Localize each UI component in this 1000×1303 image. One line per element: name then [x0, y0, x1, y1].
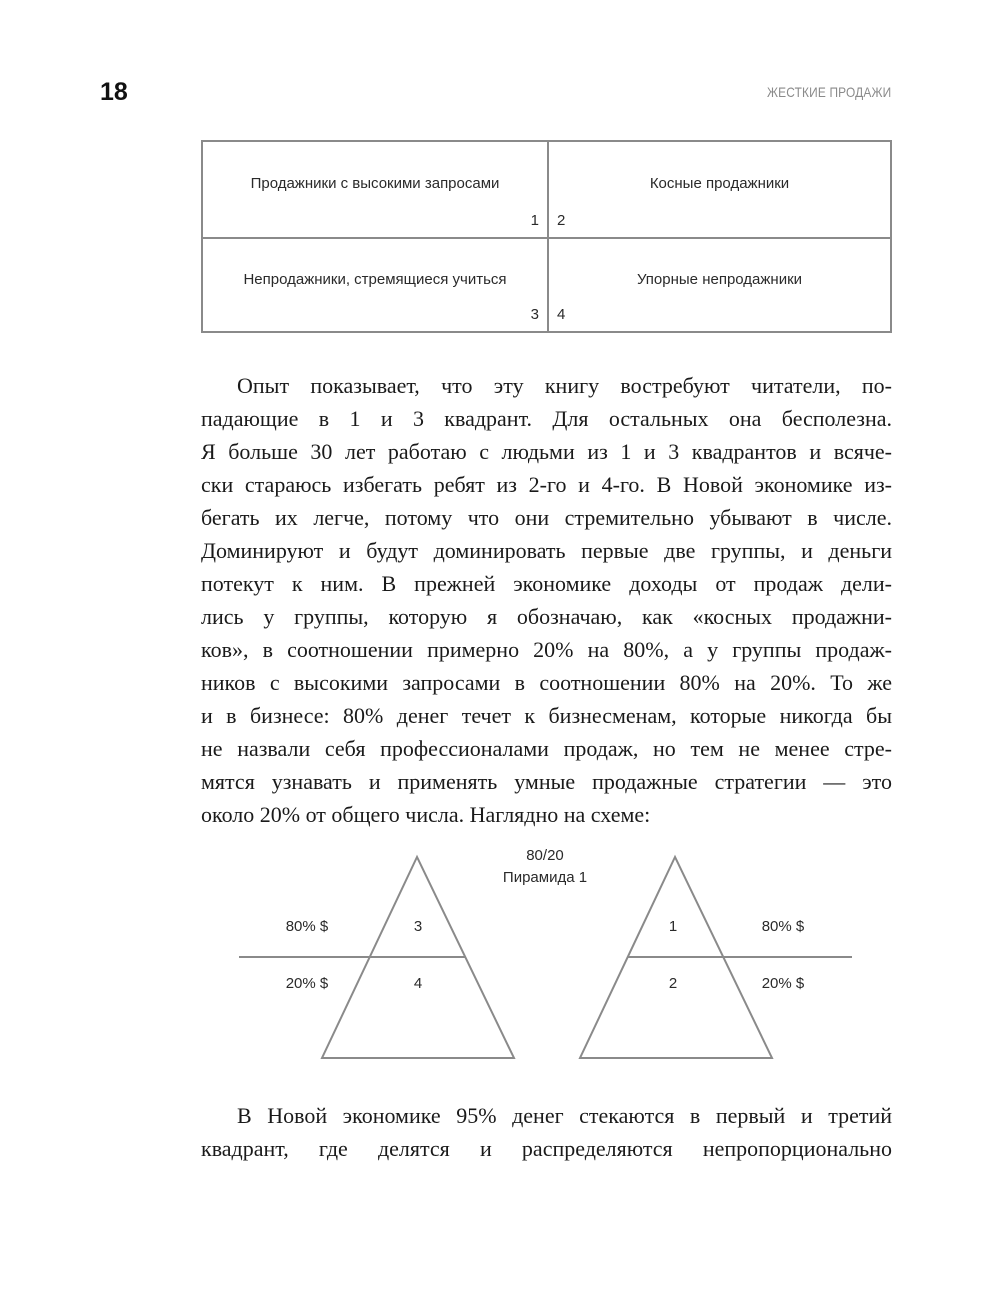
right-top-percent: 80% $	[761, 918, 805, 935]
quadrant-number: 1	[530, 212, 539, 229]
quadrant-label: Упорные непродажники	[636, 271, 803, 288]
text-line: ков», в соотношении примерно 20% на 80%, а у группы продаж-	[201, 637, 892, 662]
right-bottom-number: 2	[668, 975, 678, 992]
quadrant-number: 4	[557, 306, 566, 323]
left-bottom-percent: 20% $	[285, 975, 329, 992]
text-line: потекут к ним. В прежней экономике доходы от продаж дели-	[201, 571, 892, 596]
quadrant-label: Непродажники, стремящиеся учиться	[243, 271, 507, 288]
left-top-percent: 80% $	[285, 918, 329, 935]
quadrant-label: Косные продажники	[649, 175, 790, 192]
text-line: падающие в 1 и 3 квадрант. Для остальных она бесполезна.	[201, 406, 892, 431]
text-line: Опыт показывает, что эту книгу востребуют читатели, по-	[237, 373, 892, 398]
quadrant-number: 3	[530, 306, 539, 323]
paragraph-2	[201, 1099, 892, 1165]
diagram-title: 80/20	[526, 847, 564, 864]
left-top-number: 3	[413, 918, 423, 935]
right-bottom-percent: 20% $	[761, 975, 805, 992]
text-line: не назвали себя профессионалами продаж, но тем не менее стре-	[201, 736, 892, 761]
diagram-subtitle: Пирамида 1	[502, 869, 588, 886]
text-line: и в бизнесе: 80% денег течет к бизнесменам, которые никогда бы	[201, 703, 892, 728]
text-line: Я больше 30 лет работаю с людьми из 1 и 3 квадрантов и всяче-	[201, 439, 892, 464]
right-top-number: 1	[668, 918, 678, 935]
text-line: бегать их легче, потому что они стремительно убывают в числе.	[201, 505, 892, 530]
text-line: лись у группы, которую я обозначаю, как «косных продажни-	[201, 604, 892, 629]
quadrant-number: 2	[557, 212, 566, 229]
text-line: ников с высокими запросами в соотношении 80% на 20%. То же	[201, 670, 892, 695]
text-line: квадрант, где делятся и распределяются непропорционально	[201, 1136, 892, 1161]
text-line: около 20% от общего числа. Наглядно на схеме:	[201, 802, 651, 827]
text-line: В Новой экономике 95% денег стекаются в первый и третий	[237, 1103, 892, 1128]
page-number: 18	[100, 78, 128, 106]
text-line: мятся узнавать и применять умные продажные стратегии — это	[201, 769, 892, 794]
quadrant-label: Продажники с высокими запросами	[250, 175, 500, 192]
text-line: ски стараюсь избегать ребят из 2-го и 4-го. В Новой экономике из-	[201, 472, 892, 497]
text-line: Доминируют и будут доминировать первые две группы, и деньги	[201, 538, 892, 563]
running-head: ЖЕСТКИЕ ПРОДАЖИ	[766, 84, 891, 100]
left-bottom-number: 4	[413, 975, 423, 992]
